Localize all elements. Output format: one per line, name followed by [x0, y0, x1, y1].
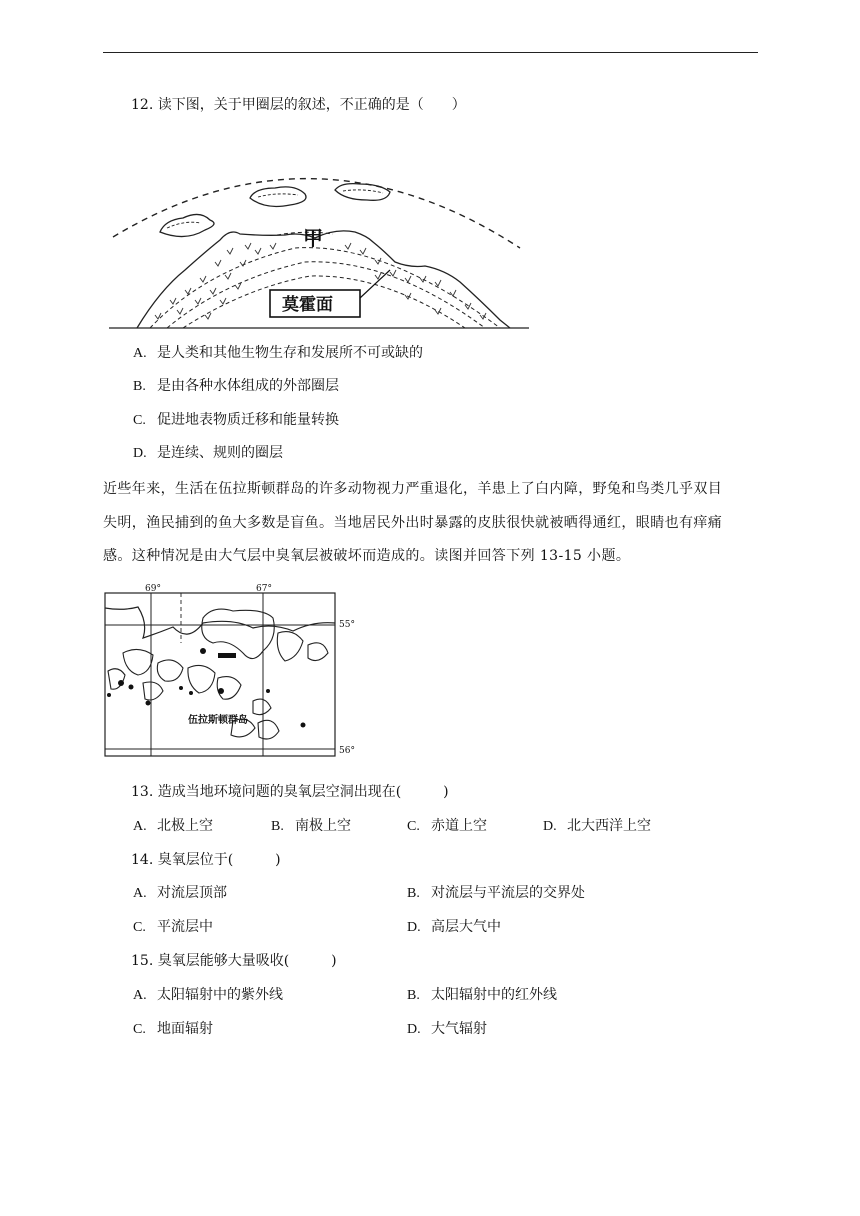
map-lon-right: 67°: [256, 584, 272, 594]
q15-option-d: D. 大气辐射: [407, 1021, 487, 1037]
q14-option-a: A. 对流层顶部: [133, 885, 227, 901]
q12-option-b: B. 是由各种水体组成的外部圈层: [133, 378, 339, 394]
label-jia: 甲: [303, 226, 323, 250]
passage-line-1: 近些年来，生活在伍拉斯顿群岛的许多动物视力严重退化，羊患上了白内障，野兔和鸟类几乎双目: [103, 481, 723, 497]
q15-option-c: C. 地面辐射: [133, 1021, 213, 1037]
header-rule: [103, 52, 758, 53]
q14-option-b: B. 对流层与平流层的交界处: [407, 885, 585, 901]
q14-option-d: D. 高层大气中: [407, 919, 501, 935]
map-island-label: 伍拉斯顿群岛: [188, 715, 248, 726]
q12-option-c: C. 促进地表物质迁移和能量转换: [133, 412, 339, 428]
q14-option-c: C. 平流层中: [133, 919, 213, 935]
q12-option-d: D. 是连续、规则的圈层: [133, 445, 283, 461]
q13-option-c: C. 赤道上空: [407, 818, 487, 834]
q13-option-a: A. 北极上空: [133, 818, 213, 834]
passage-line-3: 感。这种情况是由大气层中臭氧层被破坏而造成的。读图并回答下列 13-15 小题。: [103, 548, 631, 564]
label-moho: 莫霍面: [282, 295, 333, 315]
map-lat-bottom: 56°: [339, 746, 355, 756]
map-lon-left: 69°: [145, 584, 161, 594]
q14-stem: 14. 臭氧层位于( ): [131, 852, 281, 868]
q15-option-b: B. 太阳辐射中的红外线: [407, 987, 557, 1003]
q13-option-d: D. 北大西洋上空: [543, 818, 651, 834]
q13-stem: 13. 造成当地环境问题的臭氧层空洞出现在( ): [131, 784, 449, 800]
passage-line-2: 失明，渔民捕到的鱼大多数是盲鱼。当地居民外出时暴露的皮肤很快就被晒得通红，眼睛也有痒痛: [103, 515, 723, 531]
q15-option-a: A. 太阳辐射中的紫外线: [133, 987, 283, 1003]
q12-option-a: A. 是人类和其他生物生存和发展所不可或缺的: [133, 345, 423, 361]
q12-stem: 12. 读下图，关于甲圈层的叙述，不正确的是（ ）: [131, 97, 466, 113]
wollaston-islands-map: [103, 583, 363, 761]
map-lat-top: 55°: [339, 620, 355, 630]
q15-stem: 15. 臭氧层能够大量吸收( ): [131, 953, 337, 969]
biosphere-diagram: [105, 150, 535, 335]
q13-option-b: B. 南极上空: [271, 818, 351, 834]
